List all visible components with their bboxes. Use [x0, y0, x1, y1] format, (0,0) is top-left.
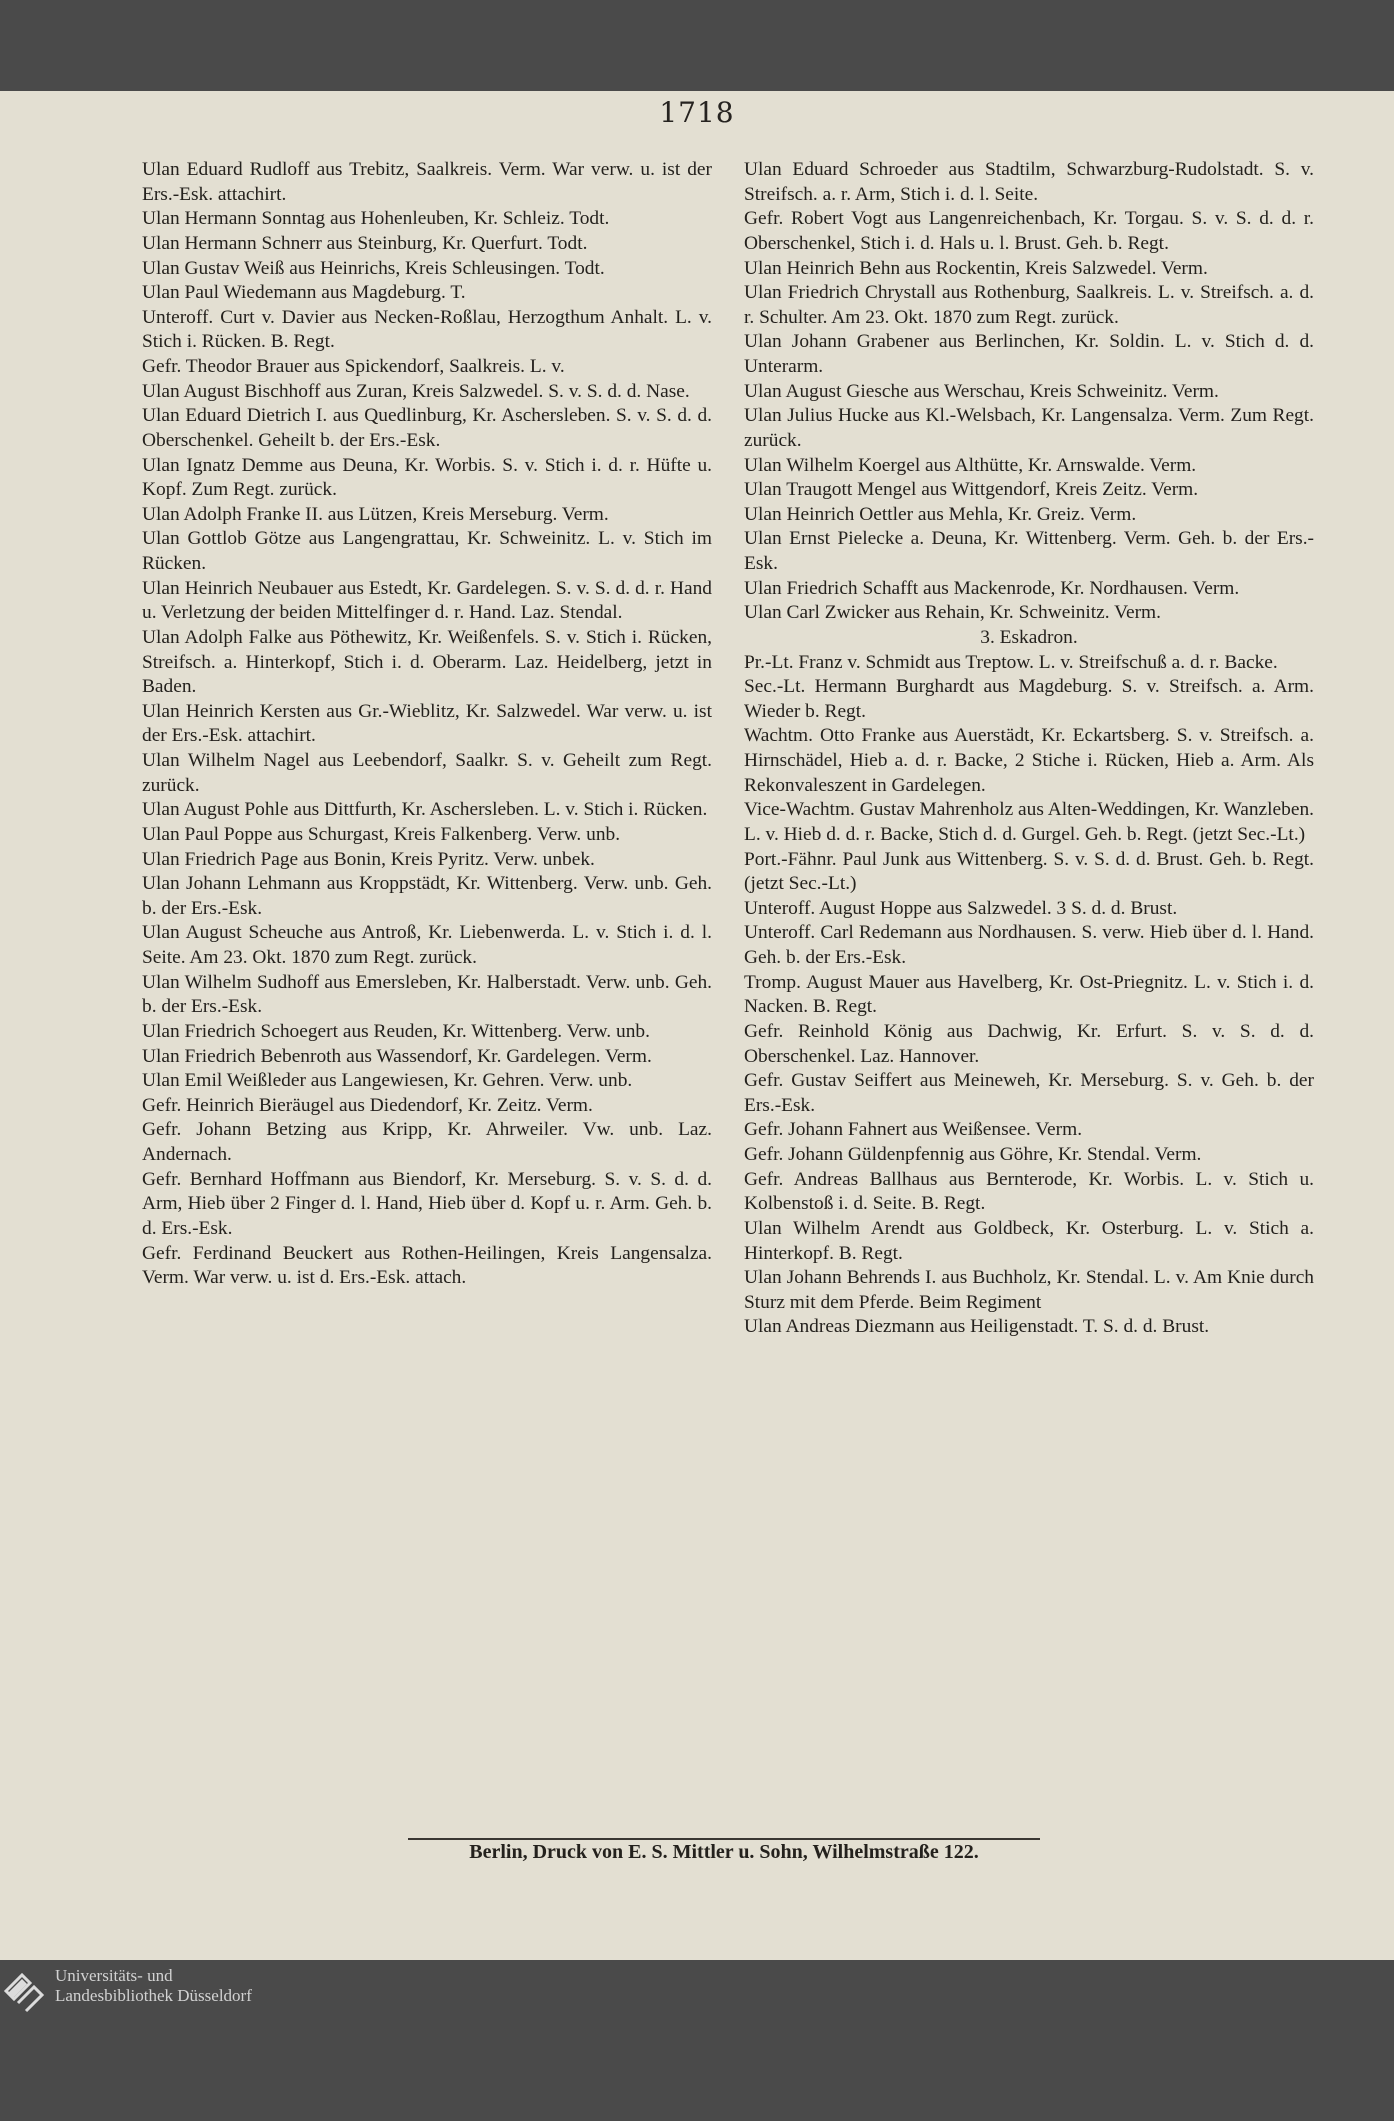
- library-logo-icon: [0, 1965, 48, 2013]
- casualty-entry: Ulan Wilhelm Sudhoff aus Emersleben, Kr. Halberstadt. Verw. unb. Geh. b. der Ers.-Esk.: [142, 971, 712, 1018]
- casualty-entry: Ulan Julius Hucke aus Kl.-Welsbach, Kr. Langensalza. Verm. Zum Regt. zurück.: [744, 405, 1314, 451]
- section-heading: 3. Eskadron.: [980, 626, 1078, 648]
- casualty-entry: Ulan August Pohle aus Dittfurth, Kr. Aschersleben. L. v. Stich i. Rücken.: [142, 799, 708, 821]
- casualty-entry: Ulan Emil Weißleder aus Langewiesen, Kr. Gehren. Verw. unb.: [142, 1070, 633, 1092]
- casualty-entry: Ulan Wilhelm Arendt aus Goldbeck, Kr. Osterburg. L. v. Stich a. Hinterkopf. B. Regt.: [744, 1217, 1314, 1264]
- casualty-entry: Ulan Wilhelm Koergel aus Althütte, Kr. Arnswalde. Verm.: [744, 454, 1197, 476]
- casualty-entry: Ulan Wilhelm Nagel aus Leebendorf, Saalkr. S. v. Geheilt zum Regt. zurück.: [142, 750, 712, 796]
- casualty-entry: Gefr. Ferdinand Beuckert aus Rothen-Heilingen, Kreis Langensalza. Verm. War verw. u. ist d. Ers.-Esk. attach.: [142, 1242, 712, 1289]
- casualty-entry: Ulan August Giesche aus Werschau, Kreis Schweinitz. Verm.: [744, 380, 1219, 402]
- casualty-entry: Gefr. Johann Fahnert aus Weißensee. Verm.: [744, 1119, 1083, 1141]
- casualty-entry: Gefr. Johann Betzing aus Kripp, Kr. Ahrweiler. Vw. unb. Laz. Andernach.: [142, 1119, 712, 1165]
- casualty-entry: Ulan Paul Wiedemann aus Magdeburg. T.: [142, 282, 466, 304]
- casualty-entry: Ulan Friedrich Page aus Bonin, Kreis Pyritz. Verw. unbek.: [142, 848, 595, 870]
- casualty-entry: Unteroff. August Hoppe aus Salzwedel. 3 S. d. d. Brust.: [744, 897, 1178, 919]
- casualty-entry: Ulan Ernst Pielecke a. Deuna, Kr. Wittenberg. Verm. Geh. b. der Ers.-Esk.: [744, 528, 1314, 574]
- right-column: [744, 158, 1314, 1340]
- casualty-entry: Unteroff. Carl Redemann aus Nordhausen. S. verw. Hieb über d. l. Hand. Geh. b. der Ers.-Esk.: [744, 922, 1314, 968]
- casualty-entry: Ulan Adolph Falke aus Pöthewitz, Kr. Weißenfels. S. v. Stich i. Rücken, Streifsch. a. Hinterkopf, Stich i. d. Oberarm. Laz. Heidelberg, jetzt in Baden.: [142, 626, 712, 698]
- casualty-entry: Ulan Gottlob Götze aus Langengrattau, Kr. Schweinitz. L. v. Stich im Rücken.: [142, 528, 712, 574]
- casualty-entry: Gefr. Bernhard Hoffmann aus Biendorf, Kr. Merseburg. S. v. S. d. d. Arm, Hieb über 2 Finger d. l. Hand, Hieb über d. Kopf u. r. Arm. Geh. b. d. Ers.-Esk.: [142, 1168, 712, 1239]
- casualty-entry: Ulan Johann Behrends I. aus Buchholz, Kr. Stendal. L. v. Am Knie durch Sturz mit dem Pferde. Beim Regiment: [744, 1267, 1314, 1313]
- casualty-entry: Ulan August Bischhoff aus Zuran, Kreis Salzwedel. S. v. S. d. d. Nase.: [142, 380, 690, 402]
- casualty-entry: Ulan Heinrich Oettler aus Mehla, Kr. Greiz. Verm.: [744, 503, 1137, 525]
- casualty-entry: Ulan Friedrich Schafft aus Mackenrode, Kr. Nordhausen. Verm.: [744, 577, 1240, 599]
- casualty-entry: Port.-Fähnr. Paul Junk aus Wittenberg. S. v. S. d. d. Brust. Geh. b. Regt. (jetzt Sec.-Lt.): [744, 848, 1314, 895]
- casualty-entry: Ulan Hermann Sonntag aus Hohenleuben, Kr. Schleiz. Todt.: [142, 208, 610, 230]
- casualty-entry: Ulan Eduard Schroeder aus Stadtilm, Schwarzburg-Rudolstadt. S. v. Streifsch. a. r. Arm, Stich i. d. l. Seite.: [744, 159, 1314, 205]
- library-name: [55, 1966, 252, 2006]
- casualty-entry: Gefr. Robert Vogt aus Langenreichenbach, Kr. Torgau. S. v. S. d. d. r. Oberschenkel, Stich i. d. Hals u. l. Brust. Geh. b. Regt.: [744, 208, 1314, 254]
- casualty-entry: Ulan Andreas Diezmann aus Heiligenstadt. T. S. d. d. Brust.: [744, 1316, 1210, 1338]
- casualty-entry: Ulan Eduard Dietrich I. aus Quedlinburg, Kr. Aschersleben. S. v. S. d. d. Oberschenkel. Geheilt b. der Ers.-Esk.: [142, 405, 712, 451]
- casualty-entry: Ulan Friedrich Schoegert aus Reuden, Kr. Wittenberg. Verw. unb.: [142, 1020, 650, 1042]
- casualty-entry: Ulan Friedrich Chrystall aus Rothenburg, Saalkreis. L. v. Streifsch. a. d. r. Schulter. Am 23. Okt. 1870 zum Regt. zurück.: [744, 282, 1314, 328]
- casualty-entry: Gefr. Gustav Seiffert aus Meineweh, Kr. Merseburg. S. v. Geh. b. der Ers.-Esk.: [744, 1070, 1314, 1116]
- casualty-entry: Sec.-Lt. Hermann Burghardt aus Magdeburg. S. v. Streifsch. a. Arm. Wieder b. Regt.: [744, 676, 1314, 722]
- casualty-entry: Vice-Wachtm. Gustav Mahrenholz aus Alten-Weddingen, Kr. Wanzleben. L. v. Hieb d. d. r. Backe, Stich d. d. Gurgel. Geh. b. Regt. (jetzt Sec.-Lt.): [744, 799, 1314, 845]
- casualty-entry: Ulan Paul Poppe aus Schurgast, Kreis Falkenberg. Verw. unb.: [142, 823, 621, 845]
- casualty-entry: Ulan Heinrich Behn aus Rockentin, Kreis Salzwedel. Verm.: [744, 257, 1208, 279]
- printer-imprint: Berlin, Druck von E. S. Mittler u. Sohn, Wilhelmstraße 122.: [469, 1841, 979, 1863]
- page-number: 1718: [659, 96, 735, 129]
- casualty-entry: Ulan Adolph Franke II. aus Lützen, Kreis Merseburg. Verm.: [142, 503, 609, 525]
- casualty-entry: Ulan Traugott Mengel aus Wittgendorf, Kreis Zeitz. Verm.: [744, 479, 1199, 501]
- casualty-entry: Ulan Gustav Weiß aus Heinrichs, Kreis Schleusingen. Todt.: [142, 257, 605, 279]
- casualty-entry: Ulan Ignatz Demme aus Deuna, Kr. Worbis. S. v. Stich i. d. r. Hüfte u. Kopf. Zum Regt. zurück.: [142, 454, 712, 501]
- casualty-entry: Gefr. Andreas Ballhaus aus Bernterode, Kr. Worbis. L. v. Stich u. Kolbenstoß i. d. Seite. B. Regt.: [744, 1168, 1314, 1215]
- casualty-entry: Ulan Eduard Rudloff aus Trebitz, Saalkreis. Verm. War verw. u. ist der Ers.-Esk. attachirt.: [142, 159, 712, 205]
- casualty-entry: Wachtm. Otto Franke aus Auerstädt, Kr. Eckartsberg. S. v. Streifsch. a. Hirnschädel, Hieb a. d. r. Backe, 2 Stiche i. Rücken, Hieb a. Arm. Als Rekonvaleszent in Gardelegen.: [744, 725, 1314, 796]
- casualty-entry: Unteroff. Curt v. Davier aus Necken-Roßlau, Herzogthum Anhalt. L. v. Stich i. Rücken. B. Regt.: [142, 306, 712, 353]
- casualty-entry: Gefr. Johann Güldenpfennig aus Göhre, Kr. Stendal. Verm.: [744, 1144, 1202, 1165]
- library-name-line2: Landesbibliothek Düsseldorf: [55, 1986, 252, 2005]
- library-name-line1: Universitäts- und: [55, 1966, 173, 1985]
- casualty-entry: Pr.-Lt. Franz v. Schmidt aus Treptow. L. v. Streifschuß a. d. r. Backe.: [744, 651, 1278, 673]
- casualty-entry: Ulan Carl Zwicker aus Rehain, Kr. Schweinitz. Verm.: [744, 602, 1161, 624]
- casualty-entry: Ulan Heinrich Kersten aus Gr.-Wieblitz, Kr. Salzwedel. War verw. u. ist der Ers.-Esk. attachirt.: [142, 700, 712, 747]
- casualty-entry: Ulan August Scheuche aus Antroß, Kr. Liebenwerda. L. v. Stich i. d. l. Seite. Am 23. Okt. 1870 zum Regt. zurück.: [142, 922, 712, 968]
- casualty-entry: Gefr. Theodor Brauer aus Spickendorf, Saalkreis. L. v.: [142, 356, 565, 377]
- left-column: [142, 158, 712, 1291]
- casualty-entry: Ulan Johann Grabener aus Berlinchen, Kr. Soldin. L. v. Stich d. d. Unterarm.: [744, 331, 1314, 377]
- casualty-entry: Gefr. Heinrich Bieräugel aus Diedendorf, Kr. Zeitz. Verm.: [142, 1094, 593, 1116]
- casualty-entry: Gefr. Reinhold König aus Dachwig, Kr. Erfurt. S. v. S. d. d. Oberschenkel. Laz. Hannover.: [744, 1020, 1314, 1067]
- casualty-entry: Tromp. August Mauer aus Havelberg, Kr. Ost-Priegnitz. L. v. Stich i. d. Nacken. B. Regt.: [744, 971, 1314, 1018]
- casualty-entry: Ulan Heinrich Neubauer aus Estedt, Kr. Gardelegen. S. v. S. d. d. r. Hand u. Verletzung der beiden Mittelfinger d. r. Hand. Laz. Stendal.: [142, 577, 712, 624]
- casualty-entry: Ulan Hermann Schnerr aus Steinburg, Kr. Querfurt. Todt.: [142, 232, 588, 254]
- casualty-entry: Ulan Friedrich Bebenroth aus Wassendorf, Kr. Gardelegen. Verm.: [142, 1045, 652, 1067]
- casualty-entry: Ulan Johann Lehmann aus Kroppstädt, Kr. Wittenberg. Verw. unb. Geh. b. der Ers.-Esk.: [142, 873, 712, 919]
- imprint-rule: [408, 1838, 1040, 1840]
